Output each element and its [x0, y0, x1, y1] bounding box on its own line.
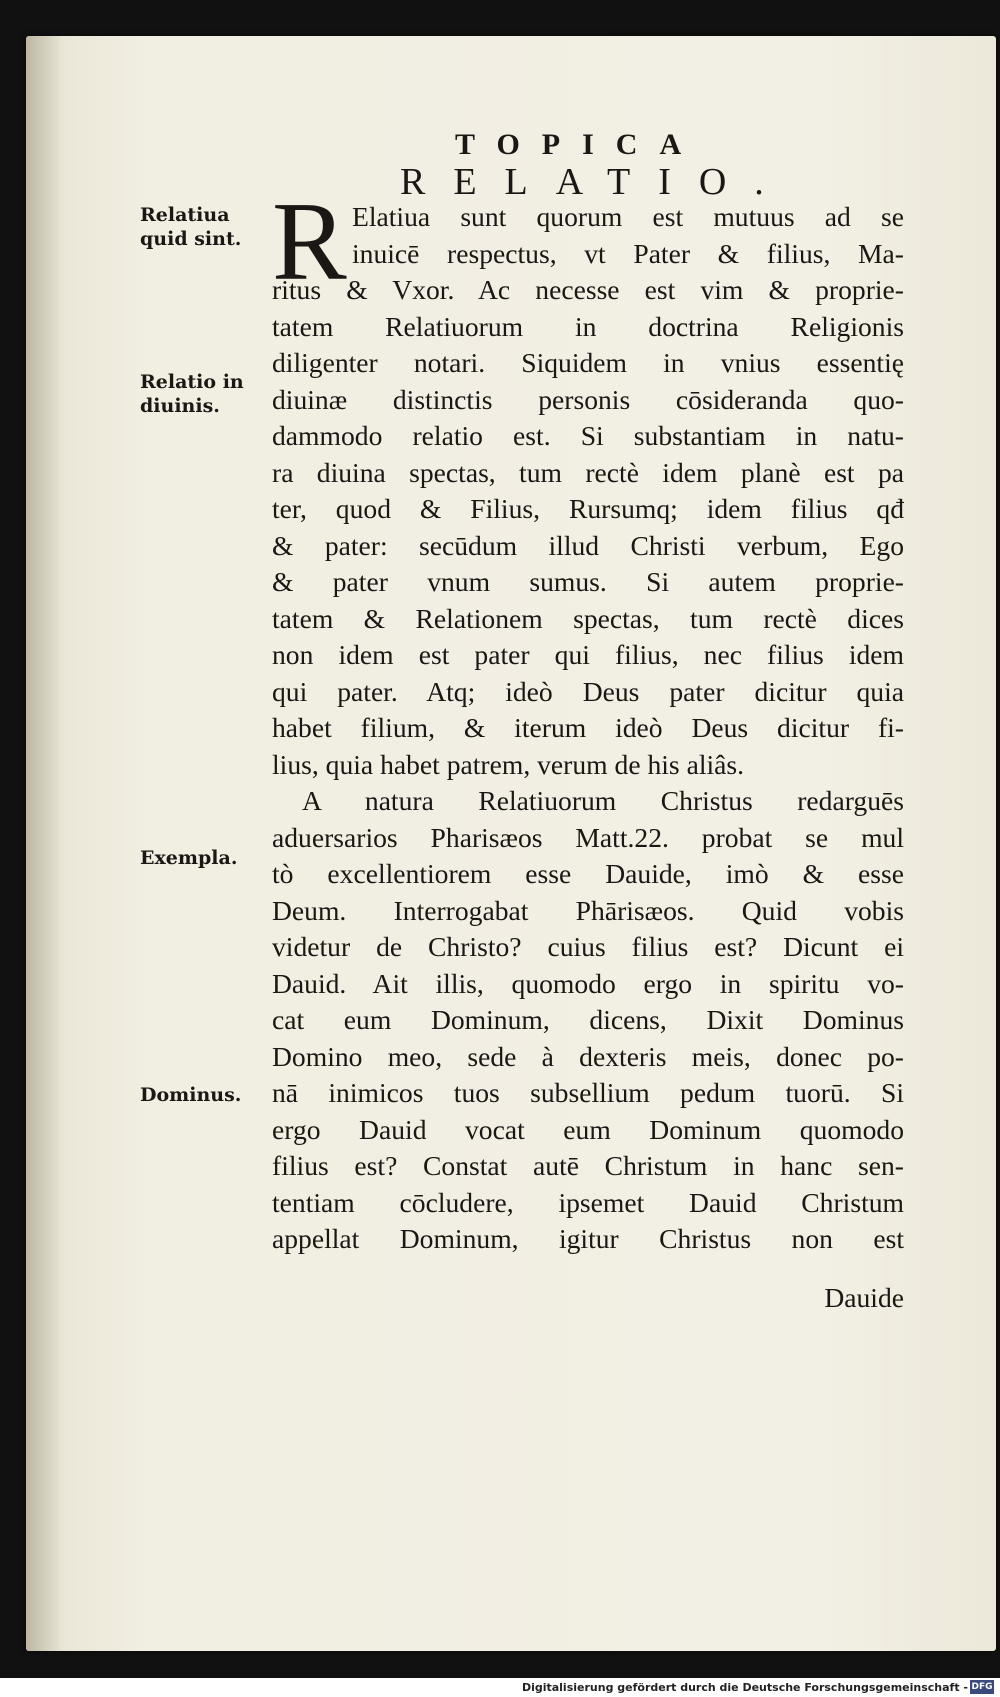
text-line: diligenter notari. Siquidem in vnius essentię: [272, 347, 904, 378]
text-line: lius, quia habet patrem, verum de his aliâs.: [272, 748, 745, 780]
margin-note-exempla: Exempla.: [140, 847, 238, 869]
text-line: A natura Relatiuorum Christus redarguēs: [302, 785, 904, 816]
text-line: tentiam cōcludere, ipsemet Dauid Christum: [272, 1186, 904, 1218]
margin-note-relatiua: Relatiua quid sint.: [140, 204, 242, 250]
section-title: RELATIO.: [400, 161, 792, 203]
text-line: non idem est pater qui filius, nec filius idem: [272, 639, 904, 670]
margin-note-relatio-in-diuinis: Relatio in diuinis.: [140, 371, 244, 417]
page-gutter-shadow: [26, 36, 60, 1651]
text-line: diuinæ distinctis personis cōsideranda quo-: [272, 383, 904, 415]
text-line: & pater: secūdum illud Christi verbum, Ego: [272, 529, 904, 561]
text-line: dammodo relatio est. Si substantiam in natu-: [272, 420, 904, 451]
text-line: qui pater. Atq; ideò Deus pater dicitur quia: [272, 675, 904, 707]
text-line: tatem Relatiuorum in doctrina Religionis: [272, 310, 904, 342]
text-line: ergo Dauid vocat eum Dominum quomodo: [272, 1113, 904, 1145]
text-line: tatem & Relationem spectas, tum rectè dices: [272, 602, 904, 634]
text-line: ritus & Vxor. Ac necesse est vim & proprie-: [272, 274, 904, 305]
text-line: nā inimicos tuos subsellium pedum tuorū. Si: [272, 1077, 904, 1108]
drop-capital: R: [272, 180, 347, 304]
body-text: [272, 199, 904, 1258]
running-head: TOPICA: [455, 128, 704, 161]
catchword: Dauide: [824, 1282, 904, 1313]
text-line: filius est? Constat autē Christum in hanc sen-: [272, 1150, 904, 1181]
dfg-logo-icon: DFG: [971, 1682, 993, 1692]
text-line: Deum. Interrogabat Phārisæos. Quid vobis: [272, 894, 904, 926]
text-line: videtur de Christo? cuius filius est? Dicunt ei: [272, 931, 904, 962]
text-line: ra diuina spectas, tum rectè idem planè est pa: [272, 456, 904, 488]
text-line: & pater vnum sumus. Si autem proprie-: [272, 566, 904, 597]
text-line: Dauid. Ait illis, quomodo ergo in spiritu vo-: [272, 967, 904, 999]
text-line: appellat Dominum, igitur Christus non est: [272, 1223, 904, 1254]
text-line: cat eum Dominum, dicens, Dixit Dominus: [272, 1004, 904, 1035]
text-line: habet filium, & iterum ideò Deus dicitur fi-: [272, 712, 904, 743]
text-line: inuicē respectus, vt Pater & filius, Ma-: [352, 237, 904, 269]
text-line: Elatiua sunt quorum est mutuus ad se: [352, 201, 904, 232]
text-line: tò excellentiorem esse Dauide, imò & esse: [272, 858, 904, 889]
footer-credit: Digitalisierung gefördert durch die Deutsche Forschungsgemeinschaft -: [521, 1681, 968, 1694]
margin-note-dominus: Dominus.: [140, 1084, 242, 1106]
text-line: aduersarios Pharisæos Matt.22. probat se mul: [272, 821, 904, 853]
text-line: ter, quod & Filius, Rursumq; idem filius qđ: [272, 493, 904, 524]
text-line: Domino meo, sede à dexteris meis, donec po-: [272, 1040, 904, 1072]
